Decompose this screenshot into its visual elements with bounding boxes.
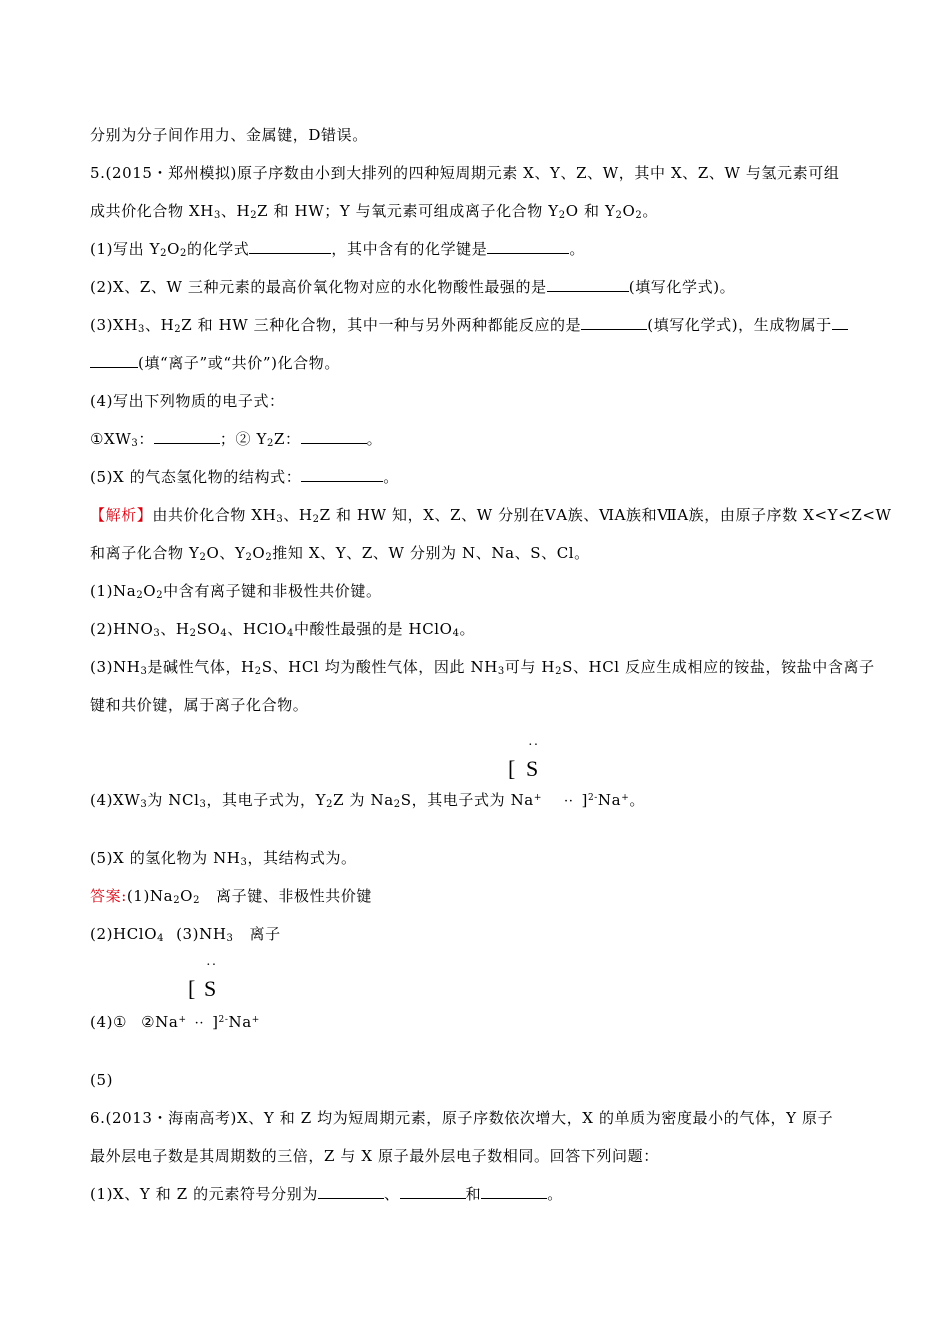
analysis-part-2: $(2)HNO_3$、$H_2SO_4$、HClO$_4$中酸性最强的是 HClO$_4$。 (90, 620, 476, 639)
answer-blank[interactable] (301, 429, 367, 444)
answer-line-4: (4)① ②Na+ ·· ]$^{2-}$Na+ (90, 1013, 260, 1031)
answer-blank[interactable] (832, 315, 848, 330)
na2s-electron-formula: ·· [ S (508, 738, 540, 781)
question-5-part-4-items: $①XW_3$： ；② $Y_2Z$： 。 (90, 430, 383, 449)
analysis-line-1: 【解析】由共价化合物 $XH_3$、$H_2Z$ 和 HW 知，X、Z、W 分别在ⅤA族、ⅥA族和ⅦA族，由原子序数 X<Y<Z<W (90, 506, 892, 525)
analysis-part-3-cont: 键和共价键，属于离子化合物。 (90, 696, 309, 714)
question-5-part-4: (4)写出下列物质的电子式： (90, 392, 285, 410)
answer-blank[interactable] (487, 239, 569, 254)
answer-blank[interactable] (90, 353, 138, 368)
answer-blank[interactable] (400, 1184, 466, 1199)
text-line: 分别为分子间作用力、金属键，D错误。 (90, 126, 368, 144)
answer-blank[interactable] (581, 315, 647, 330)
answer-blank[interactable] (481, 1184, 547, 1199)
question-6-part-1: (1)X、Y 和 Z 的元素符号分别为 、 和 。 (90, 1185, 563, 1203)
answer-blank[interactable] (154, 429, 220, 444)
question-5-part-2: (2)X、Z、W 三种元素的最高价氧化物对应的水化物酸性最强的是 (填写化学式)。 (90, 278, 736, 296)
analysis-part-1: $(1)Na_2O_2$中含有离子键和非极性共价键。 (90, 582, 382, 601)
analysis-label: 【解析】 (90, 506, 153, 524)
analysis-part-4: $(4)XW_3$为 NCl$_3$，其电子式为，$Y_2Z$ 为 $Na_2S$，其电子式为 Na+ ·· ]$^{2-}$Na+。 (90, 791, 645, 810)
question-5-part-3-cont: (填“离子”或“共价”)化合物。 (90, 353, 340, 373)
question-5-part-5: (5)X 的气态氢化物的结构式： 。 (90, 468, 399, 486)
answer-line-1: 答案$:(1)Na_2O_2$ 离子键、非极性共价键 (90, 887, 373, 906)
answer-label: 答案: (90, 887, 127, 905)
question-6-stem-cont: 最外层电子数是其周期数的三倍，Z 与 X 原子最外层电子数相同。回答下列问题： (90, 1147, 659, 1165)
answer-blank[interactable] (249, 239, 331, 254)
question-5-stem-cont: 成共价化合物 $XH_3$、$H_2Z$ 和 HW；Y 与氧元素可组成离子化合物 $Y_2O$ 和 $Y_2O_2$。 (90, 202, 658, 221)
answer-line-2: (2)HClO$_4$ $(3)NH_3$ 离子 (90, 925, 281, 944)
question-5-part-1: (1)写出 $Y_2O_2$的化学式 ，其中含有的化学键是 。 (90, 240, 585, 259)
analysis-part-3: $(3)NH_3$是碱性气体，$H_2S$、HCl 均为酸性气体，因此 $NH_3$可与 $H_2S$、HCl 反应生成相应的铵盐，铵盐中含离子 (90, 658, 875, 677)
analysis-part-5: (5)X 的氢化物为 $NH_3$，其结构式为。 (90, 849, 357, 868)
na2s-electron-formula-answer: ·· [ S (188, 958, 218, 1001)
answer-line-5: (5) (90, 1071, 114, 1089)
question-6-stem: 6.(2013・海南高考)X、Y 和 Z 均为短周期元素，原子序数依次增大，X 的单质为密度最小的气体，Y 原子 (90, 1109, 834, 1127)
answer-blank[interactable] (547, 277, 629, 292)
question-5-part-3: $(3)XH_3$、$H_2Z$ 和 HW 三种化合物，其中一种与另外两种都能反应的是 (填写化学式)，生成物属于 (90, 315, 848, 335)
question-5-stem: 5.(2015・郑州模拟)原子序数由小到大排列的四种短周期元素 X、Y、Z、W，其中 X、Z、W 与氢元素可组 (90, 164, 840, 182)
analysis-line-2: 和离子化合物 $Y_2O$、$Y_2O_2$推知 X、Y、Z、W 分别为 N、Na、S、Cl。 (90, 544, 590, 563)
answer-blank[interactable] (318, 1184, 384, 1199)
answer-blank[interactable] (301, 467, 383, 482)
